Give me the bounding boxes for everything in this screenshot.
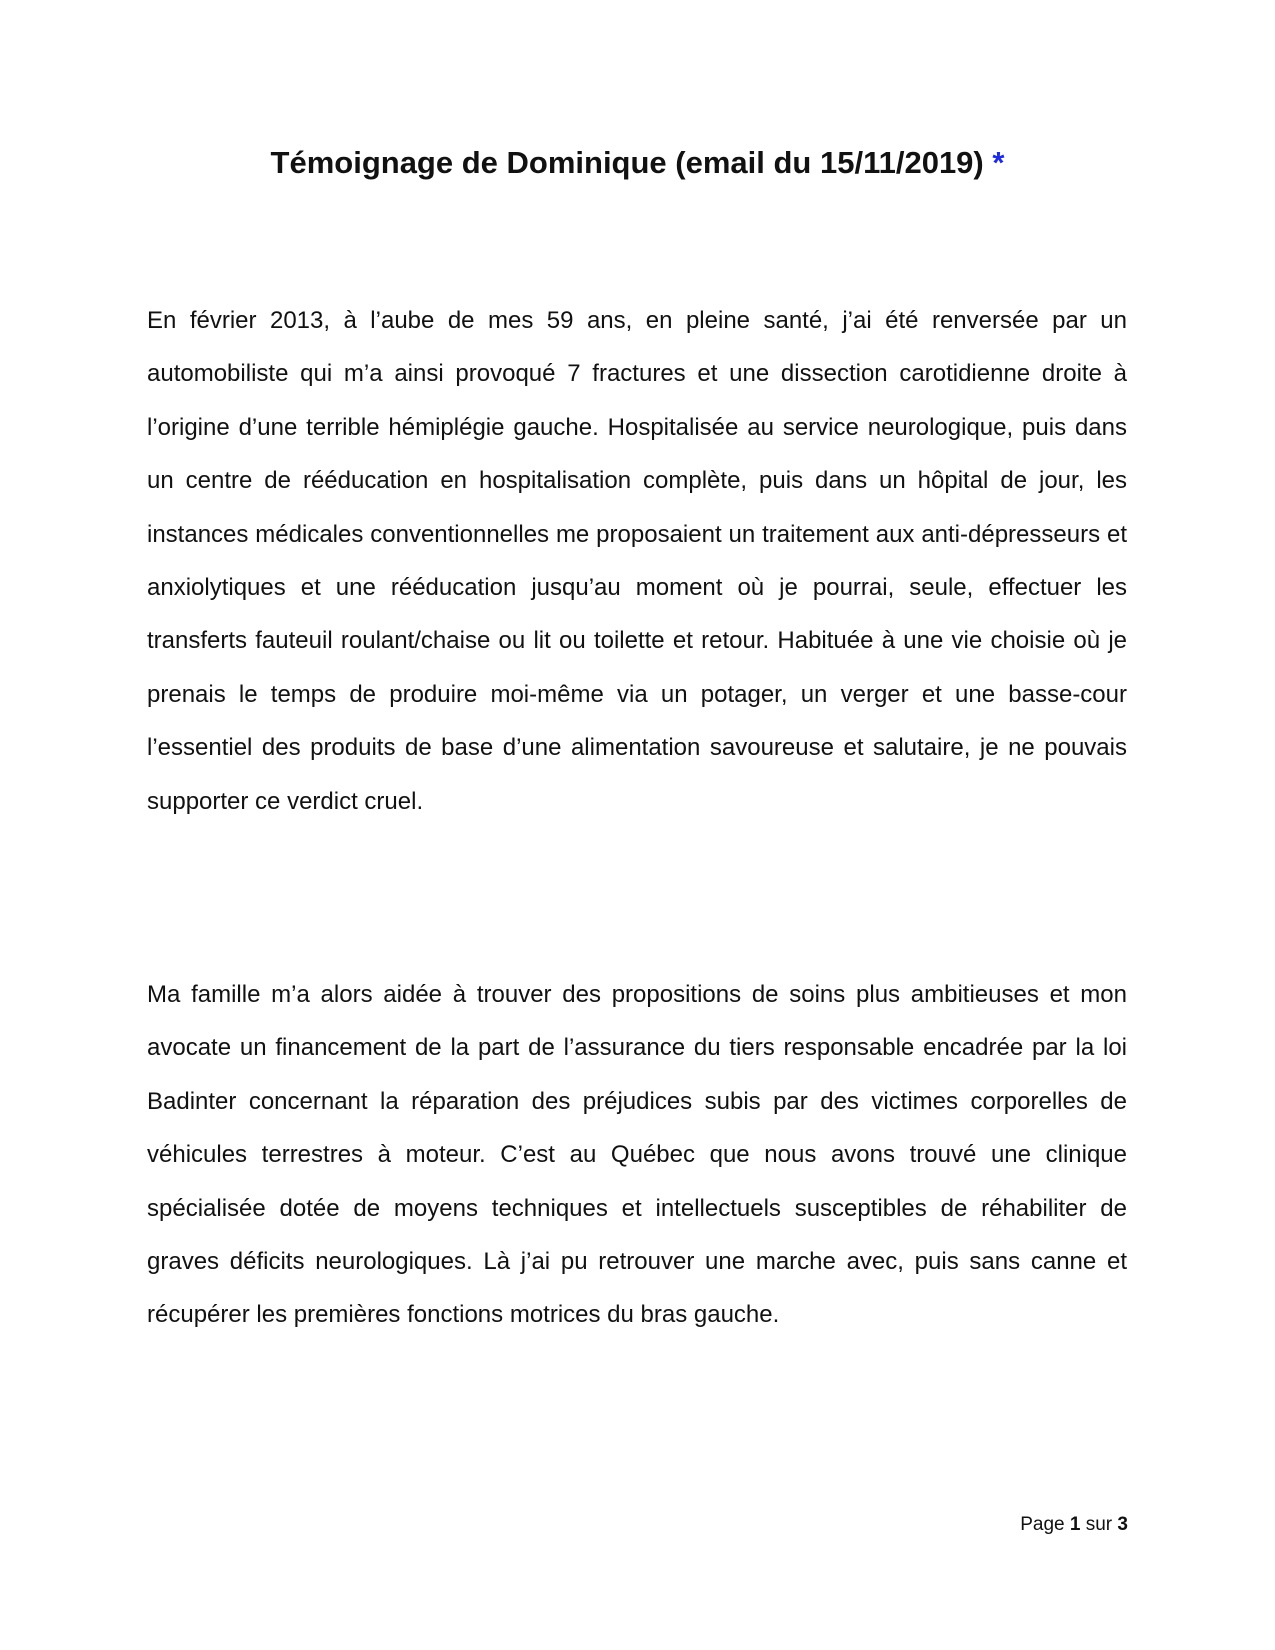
paragraph-2: Ma famille m’a alors aidée à trouver des propositions de soins plus ambitieuses et mon avocate un financement de la part de l’assurance du tiers responsable encadrée par la loi Badinter concernant la réparation des préjudices subis par des victimes corporelles de véhicules terrestres à moteur. C’est au Québec que nous avons trouvé une clinique spécialisée dotée de moyens techniques et intellectuels susceptibles de réhabiliter de graves déficits neurologiques. Là j’ai pu retrouver une marche avec, puis sans canne et récupérer les premières fonctions motrices du bras gauche.	[147, 981, 1127, 1329]
total-pages-number: 3	[1117, 1514, 1128, 1535]
document-title-text: Témoignage de Dominique (email du 15/11/2019)	[270, 145, 984, 180]
page-number-footer	[1020, 1512, 1128, 1538]
page-separator: sur	[1085, 1514, 1113, 1535]
document-title	[0, 143, 1275, 183]
page-label: Page	[1020, 1514, 1065, 1535]
paragraph-1: En février 2013, à l’aube de mes 59 ans, en pleine santé, j’ai été renversée par un automobiliste qui m’a ainsi provoqué 7 fractures et une dissection carotidienne droite à l’origine d’une terrible hémiplégie gauche. Hospitalisée au service neurologique, puis dans un centre de rééducation en hospitalisation complète, puis dans un hôpital de jour, les instances médicales conventionnelles me proposaient un traitement aux anti-dépresseurs et anxiolytiques et une rééducation jusqu’au moment où je pourrai, seule, effectuer les transferts fauteuil roulant/chaise ou lit ou toilette et retour. Habituée à une vie choisie où je prenais le temps de produire moi-même via un potager, un verger et une basse-cour l’essentiel des produits de base d’une alimentation savoureuse et salutaire, je ne pouvais supporter ce verdict cruel.	[147, 307, 1127, 815]
current-page-number: 1	[1069, 1514, 1081, 1535]
footnote-marker[interactable]: *	[992, 145, 1005, 180]
